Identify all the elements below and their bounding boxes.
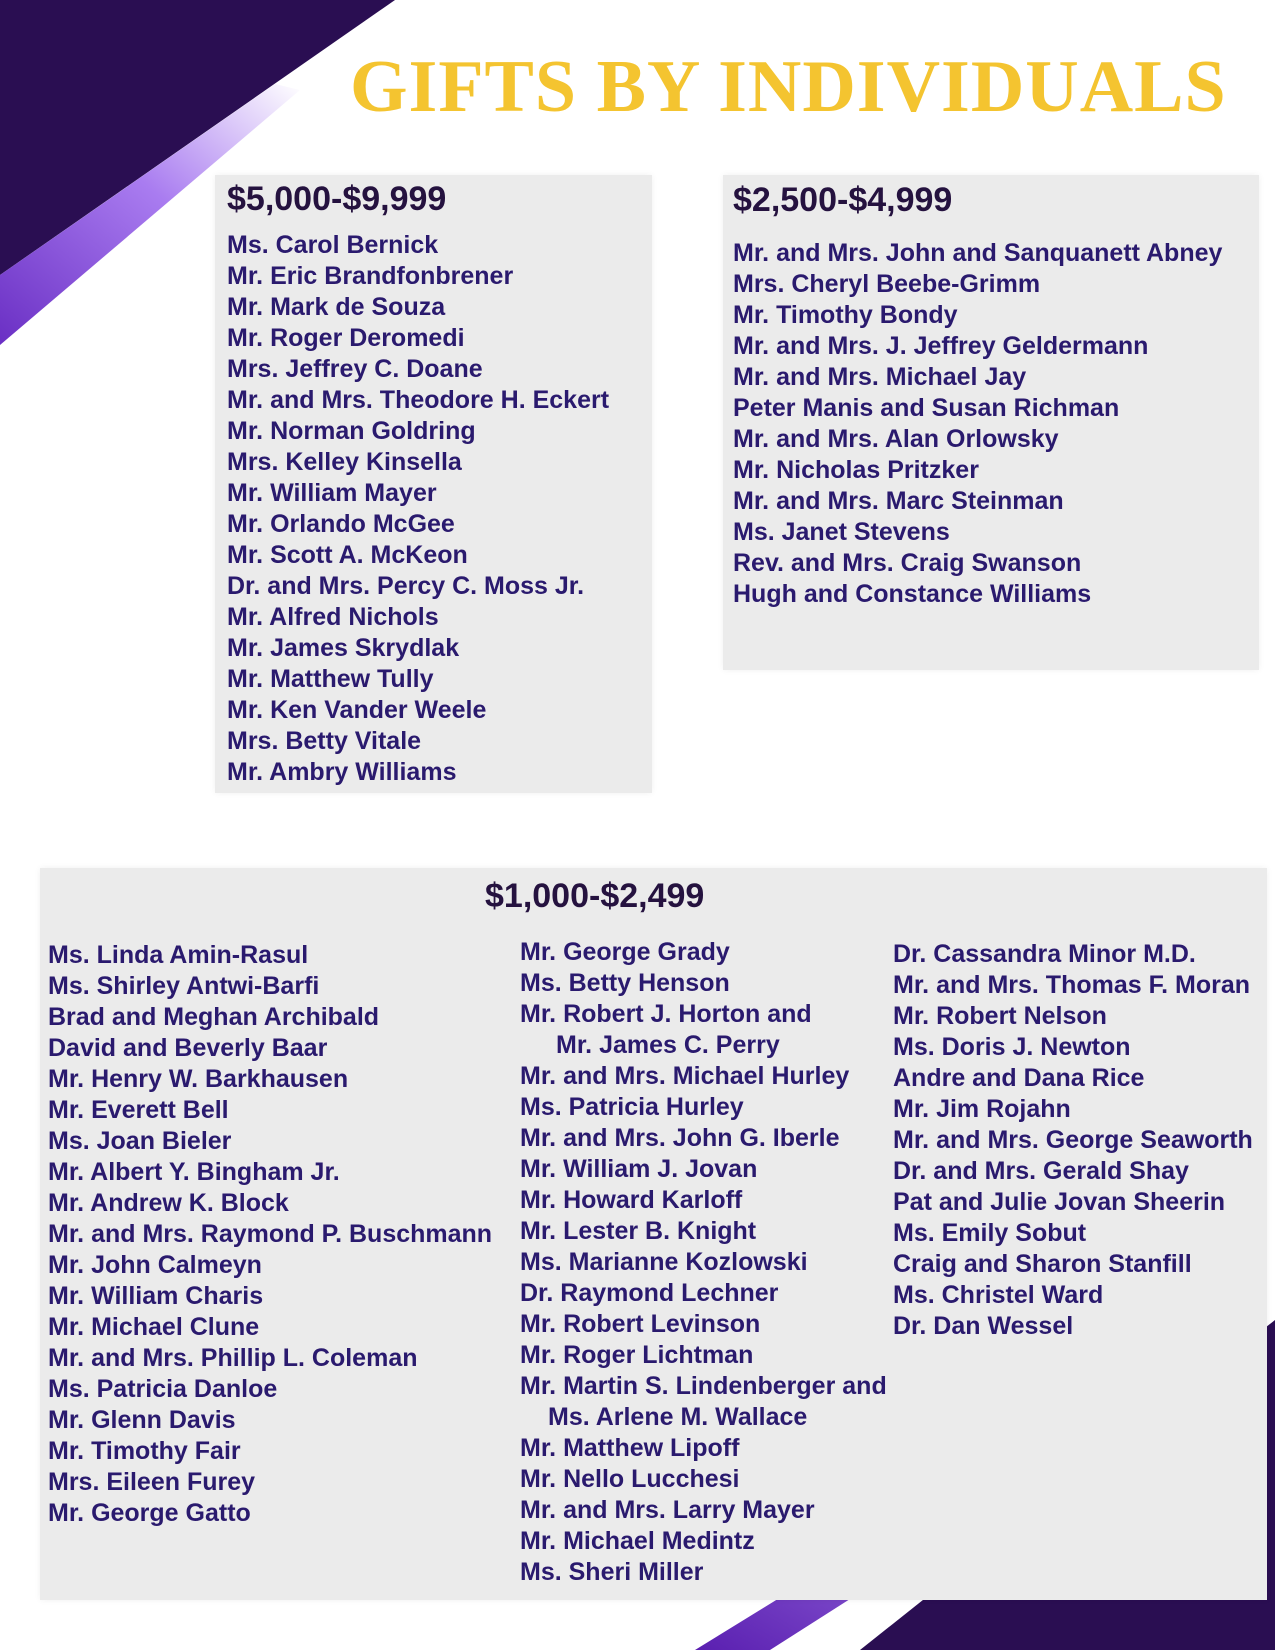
tier-1000-column-3: [893, 939, 1253, 1342]
donor-name: Mr. and Mrs. John G. Iberle: [520, 1124, 840, 1152]
donor-name: Ms. Emily Sobut: [893, 1219, 1087, 1247]
donor-name: Dr. and Mrs. Gerald Shay: [893, 1157, 1189, 1185]
donor-name: Ms. Shirley Antwi-Barfi: [48, 972, 320, 1000]
donor-name: Mr. and Mrs. Marc Steinman: [733, 487, 1064, 515]
donor-name: Rev. and Mrs. Craig Swanson: [733, 549, 1082, 577]
tier-5000-panel: [215, 175, 652, 793]
tier-2500-name-list: [733, 238, 1222, 610]
donor-name: Mr. Roger Lichtman: [520, 1341, 754, 1369]
donor-name: Mr. Timothy Bondy: [733, 301, 958, 329]
donor-name: Mr. and Mrs. J. Jeffrey Geldermann: [733, 332, 1149, 360]
donor-name: Mrs. Jeffrey C. Doane: [227, 355, 483, 383]
donor-name: Mr. and Mrs. Alan Orlowsky: [733, 425, 1059, 453]
donor-name: Mr. William Charis: [48, 1282, 264, 1310]
donor-name: Mrs. Eileen Furey: [48, 1468, 256, 1496]
donor-name: Mr. Michael Clune: [48, 1313, 260, 1341]
tier-5000-heading: $5,000-$9,999: [227, 180, 447, 218]
donor-name: Mr. Nicholas Pritzker: [733, 456, 979, 484]
donor-name: Mr. Roger Deromedi: [227, 324, 465, 352]
donor-name: Peter Manis and Susan Richman: [733, 394, 1120, 422]
donor-name: Pat and Julie Jovan Sheerin: [893, 1188, 1226, 1216]
donor-name: Mr. Glenn Davis: [48, 1406, 236, 1434]
donor-name: Mr. and Mrs. Theodore H. Eckert: [227, 386, 610, 414]
donor-name: Mr. Alfred Nichols: [227, 603, 439, 631]
donor-name: Mr. James Skrydlak: [227, 634, 460, 662]
donor-name: Mr. Eric Brandfonbrener: [227, 262, 514, 290]
donor-name: Mr. and Mrs. Phillip L. Coleman: [48, 1344, 418, 1372]
tier-1000-heading: $1,000-$2,499: [485, 877, 705, 915]
donor-name: Ms. Sheri Miller: [520, 1558, 704, 1586]
donor-name: Mr. George Gatto: [48, 1499, 251, 1527]
donor-name: Ms. Carol Bernick: [227, 231, 439, 259]
donor-name: Mr. Jim Rojahn: [893, 1095, 1071, 1123]
donor-name: Dr. and Mrs. Percy C. Moss Jr.: [227, 572, 585, 600]
donor-name: Mr. Matthew Tully: [227, 665, 434, 693]
donor-name: Ms. Christel Ward: [893, 1281, 1104, 1309]
tier-1000-panel: [40, 868, 1267, 1600]
donor-name: Mr. Andrew K. Block: [48, 1189, 289, 1217]
donor-name: Dr. Raymond Lechner: [520, 1279, 779, 1307]
page-title: GIFTS BY INDIVIDUALS: [350, 46, 1227, 128]
donor-name: Mr. Albert Y. Bingham Jr.: [48, 1158, 340, 1186]
donor-name: Mr. and Mrs. John and Sanquanett Abney: [733, 239, 1223, 267]
donor-name: Mr. Robert J. Horton and: [520, 1000, 812, 1028]
tier-2500-heading: $2,500-$4,999: [733, 181, 953, 219]
donor-name: Mr. Robert Nelson: [893, 1002, 1107, 1030]
donor-name: Mr. and Mrs. Michael Hurley: [520, 1062, 850, 1090]
donor-name: Mr. Lester B. Knight: [520, 1217, 757, 1245]
tier-2500-panel: [723, 175, 1259, 670]
donor-name-continued: Ms. Arlene M. Wallace: [548, 1403, 808, 1431]
donor-name: Mrs. Betty Vitale: [227, 727, 422, 755]
donor-name: Ms. Marianne Kozlowski: [520, 1248, 808, 1276]
donor-name: Brad and Meghan Archibald: [48, 1003, 380, 1031]
donor-name: Ms. Linda Amin-Rasul: [48, 941, 309, 969]
donor-name: Mr. Robert Levinson: [520, 1310, 761, 1338]
donor-name: Hugh and Constance Williams: [733, 580, 1092, 608]
donor-name: Mr. Scott A. McKeon: [227, 541, 468, 569]
donor-name: David and Beverly Baar: [48, 1034, 328, 1062]
donor-name: Mr. Matthew Lipoff: [520, 1434, 740, 1462]
donor-name: Dr. Cassandra Minor M.D.: [893, 940, 1196, 968]
donor-name: Craig and Sharon Stanfill: [893, 1250, 1192, 1278]
donor-name: Ms. Patricia Danloe: [48, 1375, 278, 1403]
donor-name: Ms. Doris J. Newton: [893, 1033, 1131, 1061]
donor-name: Mr. Howard Karloff: [520, 1186, 743, 1214]
donor-name: Mr. William J. Jovan: [520, 1155, 758, 1183]
tier-1000-column-2: [520, 937, 887, 1588]
donor-name: Mr. Michael Medintz: [520, 1527, 755, 1555]
donor-name: Mr. and Mrs. Raymond P. Buschmann: [48, 1220, 493, 1248]
donor-name: Mrs. Cheryl Beebe-Grimm: [733, 270, 1041, 298]
donor-name: Mr. Norman Goldring: [227, 417, 476, 445]
donor-name: Mr. and Mrs. Thomas F. Moran: [893, 971, 1250, 999]
donor-name: Dr. Dan Wessel: [893, 1312, 1074, 1340]
donor-name: Mr. Everett Bell: [48, 1096, 229, 1124]
tier-5000-name-list: [227, 230, 609, 788]
donor-name: Mr. Ambry Williams: [227, 758, 457, 786]
donor-name: Mr. and Mrs. George Seaworth: [893, 1126, 1253, 1154]
tier-1000-column-1: [48, 940, 492, 1529]
donor-name: Mr. and Mrs. Michael Jay: [733, 363, 1027, 391]
donor-name: Andre and Dana Rice: [893, 1064, 1145, 1092]
donor-name: Ms. Joan Bieler: [48, 1127, 232, 1155]
donor-name: Mr. Henry W. Barkhausen: [48, 1065, 349, 1093]
donor-name: Mrs. Kelley Kinsella: [227, 448, 462, 476]
donor-name: Ms. Patricia Hurley: [520, 1093, 744, 1121]
donor-name: Mr. John Calmeyn: [48, 1251, 262, 1279]
donor-name-continued: Mr. James C. Perry: [556, 1031, 780, 1059]
donor-name: Mr. Orlando McGee: [227, 510, 455, 538]
donor-name: Mr. and Mrs. Larry Mayer: [520, 1496, 815, 1524]
donor-name: Mr. Mark de Souza: [227, 293, 446, 321]
donor-name: Ms. Janet Stevens: [733, 518, 950, 546]
donor-name: Mr. William Mayer: [227, 479, 437, 507]
donor-name: Mr. George Grady: [520, 938, 730, 966]
donor-name: Mr. Ken Vander Weele: [227, 696, 487, 724]
donor-name: Ms. Betty Henson: [520, 969, 730, 997]
donor-name: Mr. Nello Lucchesi: [520, 1465, 740, 1493]
donor-name: Mr. Martin S. Lindenberger and: [520, 1372, 887, 1400]
donor-name: Mr. Timothy Fair: [48, 1437, 241, 1465]
